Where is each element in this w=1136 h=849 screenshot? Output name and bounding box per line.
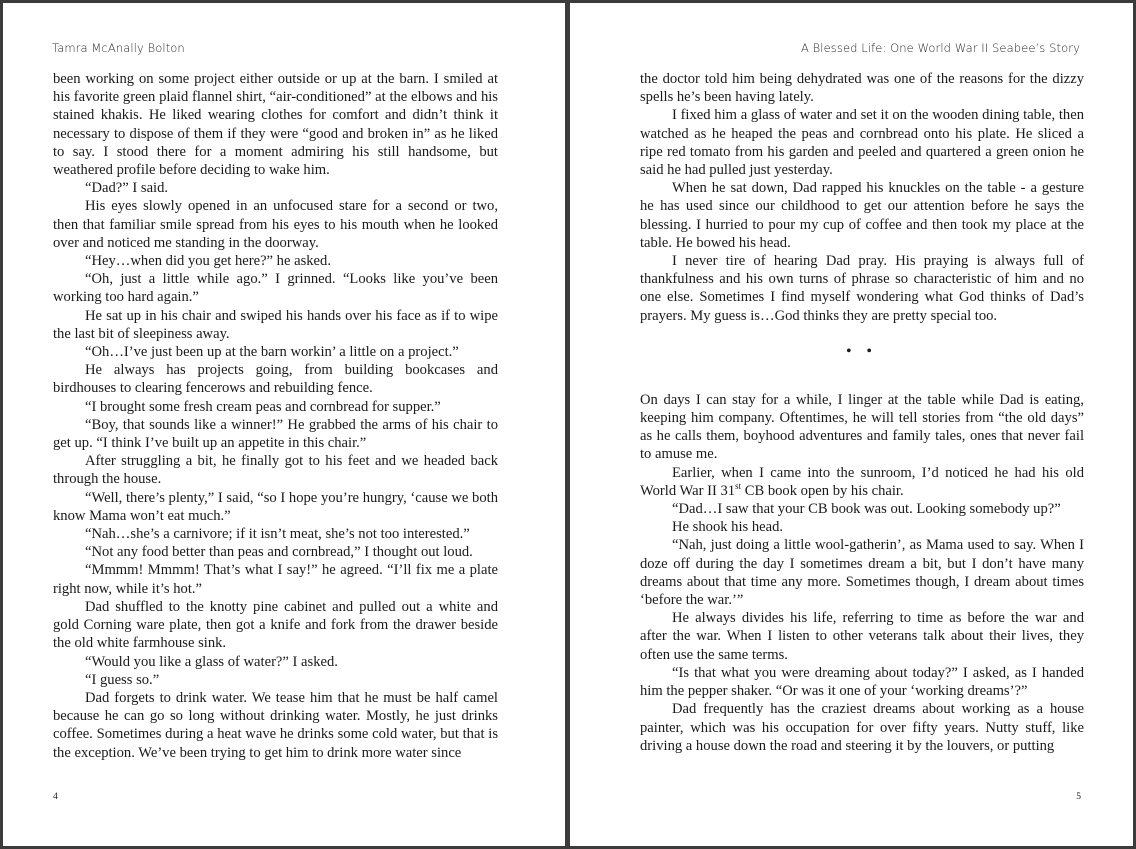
paragraph: been working on some project either outside or up at the barn. I smiled at his favorite green plaid flannel shirt, “air-conditioned” at the elbows and his stained khakis. He liked wearing clothes for comfort and didn’t think it necessary to dispose of them if they were “good and broken in” as he liked to say. I stood there for a moment admiring his still handsome, but weathered profile before deciding to wake him. [53,71,498,179]
page-number: 4 [53,792,58,802]
paragraph: the doctor told him being dehydrated was one of the reasons for the dizzy spells he’s been having lately. [640,71,1084,106]
paragraph: Dad frequently has the craziest dreams about working as a house painter, which was his occupation for over fifty years. Nutty stuff, like driving a house down the road and steering it by the louvers, or putting [640,701,1084,754]
paragraph: He shook his head. [672,519,784,536]
paragraph: On days I can stay for a while, I linger at the table while Dad is eating, keeping him company. Oftentimes, he will tell stories from “the old days” as he calls them, boyhood adventures and family tales, ones that never fail to amuse me. [640,391,1084,463]
paragraph: “I guess so.” [85,671,160,688]
paragraph: “Oh, just a little while ago.” I grinned. “Looks like you’ve been working too hard again.” [53,271,498,306]
paragraph: When he sat down, Dad rapped his knuckles on the table - a gesture he has used since our childhood to get our attention before he says the blessing. I hurried to pour my cup of coffee and then took my place at the table. He bowed his head. [640,180,1084,251]
paragraph: After struggling a bit, he finally got to his feet and we headed back through the house. [53,453,498,488]
paragraph: “I brought some fresh cream peas and cornbread for supper.” [85,398,441,415]
right-page [570,3,1133,846]
paragraph-text: CB book open by his chair. [741,482,904,499]
left-page [3,3,565,846]
paragraph: “Would you like a glass of water?” I asked. [85,653,338,670]
paragraph: “Nah…she’s a carnivore; if it isn’t meat, she’s not too interested.” [85,526,470,543]
paragraph: “Oh…I’ve just been up at the barn workin’ a little on a project.” [85,344,459,361]
running-head-title: A Blessed Life: One World War II Seabee’s Story [800,41,1080,55]
paragraph: I never tire of hearing Dad pray. His praying is always full of thankfulness and his own turns of phrase so characteristic of him and no one else. Sometimes I find myself wondering what God thinks of Dad’s prayers. My guess is…God thinks they are pretty special too. [640,253,1084,324]
ordinal-superscript: st [735,481,742,491]
paragraph: “Is that what you were dreaming about today?” I asked, as I handed him the pepper shaker. “Or was it one of your ‘working dreams’?” [640,664,1084,700]
paragraph: “Well, there’s plenty,” I said, “so I hope you’re hungry, ‘cause we both know Mama won’t eat much.” [53,489,498,524]
paragraph: “Not any food better than peas and cornbread,” I thought out loud. [85,544,473,561]
running-head-author: Tamra McAnally Bolton [52,41,185,55]
paragraph: Dad forgets to drink water. We tease him that he must be half camel because he can go so long without drinking water. Mostly, he just drinks coffee. Sometimes during a heat wave he drinks some cold water, but that is the exception. We’ve been trying to get him to drink more water since [53,689,498,761]
section-break-ornament: • • [846,343,878,359]
paragraph: “Boy, that sounds like a winner!” He grabbed the arms of his chair to get up. “I think I’ve built up an appetite in this chair.” [53,416,498,452]
paragraph: “Nah, just doing a little wool-gatherin’, as Mama used to say. When I doze off during the day I sometimes dream a bit, but I don’t have many dreams about that time any more. Sometimes though, I dream about times ‘before the war.’” [640,537,1084,609]
paragraph: He always divides his life, referring to time as before the war and after the war. When I listen to other veterans talk about their lives, they often use the same terms. [640,610,1084,663]
paragraph: He always has projects going, from building bookcases and birdhouses to clearing fencerows and rebuilding fence. [53,362,498,397]
right-page-body [640,70,1084,755]
paragraph: “Mmmm! Mmmm! That’s what I say!” he agreed. “I’ll fix me a plate right now, while it’s hot.” [53,562,498,597]
paragraph: “Dad…I saw that your CB book was out. Looking somebody up?” [672,501,1061,518]
paragraph: I fixed him a glass of water and set it on the wooden dining table, then watched as he heaped the peas and cornbread onto his plate. He sliced a ripe red tomato from his garden and peeled and quartered a green onion he said he had pulled just yesterday. [640,107,1084,179]
paragraph: “Dad?” I said. [85,180,169,197]
paragraph: He sat up in his chair and swiped his hands over his face as if to wipe the last bit of sleepiness away. [53,307,498,342]
paragraph: “Hey…when did you get here?” he asked. [85,253,331,270]
paragraph [640,464,1084,500]
left-page-body [53,70,498,762]
page-number: 5 [1076,792,1081,802]
paragraph-text: Earlier, when I came into the sunroom, I’d noticed he had his old World War II 31 [640,464,1084,499]
paragraph: His eyes slowly opened in an unfocused stare for a second or two, then that familiar smile spread from his eyes to his mouth when he looked over and noticed me standing in the doorway. [53,198,498,251]
paragraph: Dad shuffled to the knotty pine cabinet and pulled out a white and gold Corning ware plate, then got a knife and fork from the drawer beside the old white farmhouse sink. [53,598,498,652]
